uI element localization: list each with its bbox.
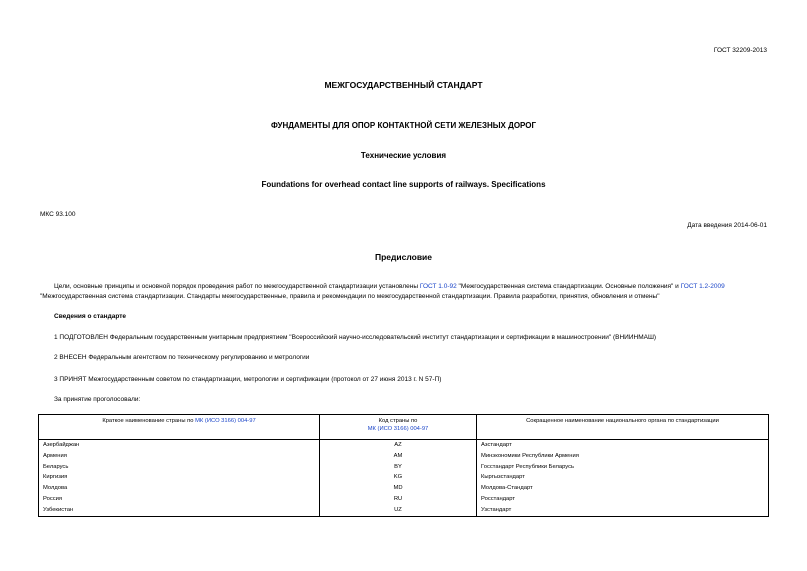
- mks-code: МКС 93.100: [40, 211, 76, 218]
- code-cell: BY: [320, 462, 477, 473]
- column-header-code: [320, 415, 477, 440]
- country-cell: Молдова: [39, 483, 320, 494]
- body-cell: Узстандарт: [477, 505, 769, 516]
- body-cell: Кыргызстандарт: [477, 472, 769, 483]
- info-item-prepared: 1 ПОДГОТОВЛЕН Федеральным государственным унитарным предприятием "Всероссийский научно-исследовательский институт стандартизации и сертификации в машиностроении" (ВНИИНМАШ): [54, 334, 657, 341]
- document-title: ФУНДАМЕНТЫ ДЛЯ ОПОР КОНТАКТНОЙ СЕТИ ЖЕЛЕЗНЫХ ДОРОГ: [270, 121, 537, 130]
- code-cell: MD: [320, 483, 477, 494]
- standard-info-heading: Сведения о стандарте: [54, 313, 127, 320]
- goals-text-2: "Межгосударственная система стандартизации. Основные положения" и: [456, 283, 681, 290]
- document-subtitle: Технические условия: [360, 151, 447, 160]
- gost-1-0-92-link[interactable]: ГОСТ 1.0-92: [419, 283, 457, 290]
- column-header-body: Сокращенное наименование национального органа по стандартизации: [477, 415, 769, 440]
- mk-iso-3166-link[interactable]: МК (ИСО 3166) 004-97: [195, 418, 256, 424]
- introduction-date: Дата введения 2014-06-01: [687, 222, 767, 229]
- body-cell: Азстандарт: [477, 440, 769, 451]
- code-cell: AZ: [320, 440, 477, 451]
- table-row: [39, 462, 769, 473]
- country-cell: Россия: [39, 494, 320, 505]
- table-row: [39, 440, 769, 451]
- mk-iso-3166-link[interactable]: МК (ИСО 3166) 004-97: [367, 426, 429, 432]
- code-cell: KG: [320, 472, 477, 483]
- table-row: [39, 472, 769, 483]
- country-cell: Беларусь: [39, 462, 320, 473]
- goals-text-1: Цели, основные принципы и основной порядок проведения работ по межгосударственной стандартизации установлены: [54, 283, 420, 290]
- country-cell: Киргизия: [39, 472, 320, 483]
- document-code: ГОСТ 32209-2013: [713, 47, 767, 54]
- voted-label: За принятие проголосовали:: [54, 396, 141, 403]
- info-item-adopted: 3 ПРИНЯТ Межгосударственным советом по стандартизации, метрологии и сертификации (протокол от 27 июня 2013 г. N 57-П): [54, 376, 442, 383]
- table-row: [39, 505, 769, 516]
- body-cell: Госстандарт Республики Беларусь: [477, 462, 769, 473]
- info-item-submitted: 2 ВНЕСЕН Федеральным агентством по техническому регулированию и метрологии: [54, 354, 310, 361]
- standard-type-heading: МЕЖГОСУДАРСТВЕННЫЙ СТАНДАРТ: [324, 80, 483, 90]
- code-cell: UZ: [320, 505, 477, 516]
- country-cell: Армения: [39, 451, 320, 462]
- goals-text-3: "Межгосударственная система стандартизации. Стандарты межгосударственные, правила и рекомендации по межгосударственной стандартизации. Правила разработки, принятия, обновления и отмены": [40, 293, 660, 300]
- preface-goals-paragraph: [40, 282, 770, 302]
- voting-countries-table: [38, 414, 769, 517]
- table-row: [39, 451, 769, 462]
- column-header-country: [39, 415, 320, 440]
- code-cell: AM: [320, 451, 477, 462]
- country-cell: Азербайджан: [39, 440, 320, 451]
- gost-1-2-2009-link[interactable]: ГОСТ 1.2-2009: [680, 283, 725, 290]
- body-cell: Росстандарт: [477, 494, 769, 505]
- body-cell: Минэкономики Республики Армения: [477, 451, 769, 462]
- document-title-english: Foundations for overhead contact line supports of railways. Specifications: [261, 180, 546, 189]
- country-cell: Узбекистан: [39, 505, 320, 516]
- table-row: [39, 494, 769, 505]
- code-cell: RU: [320, 494, 477, 505]
- table-row: [39, 483, 769, 494]
- preface-heading: Предисловие: [374, 252, 433, 262]
- table-header-row: [39, 415, 769, 440]
- body-cell: Молдова-Стандарт: [477, 483, 769, 494]
- column-header-country-text: Краткое наименование страны по: [102, 418, 196, 424]
- column-header-code-text: Код страны по: [378, 418, 418, 424]
